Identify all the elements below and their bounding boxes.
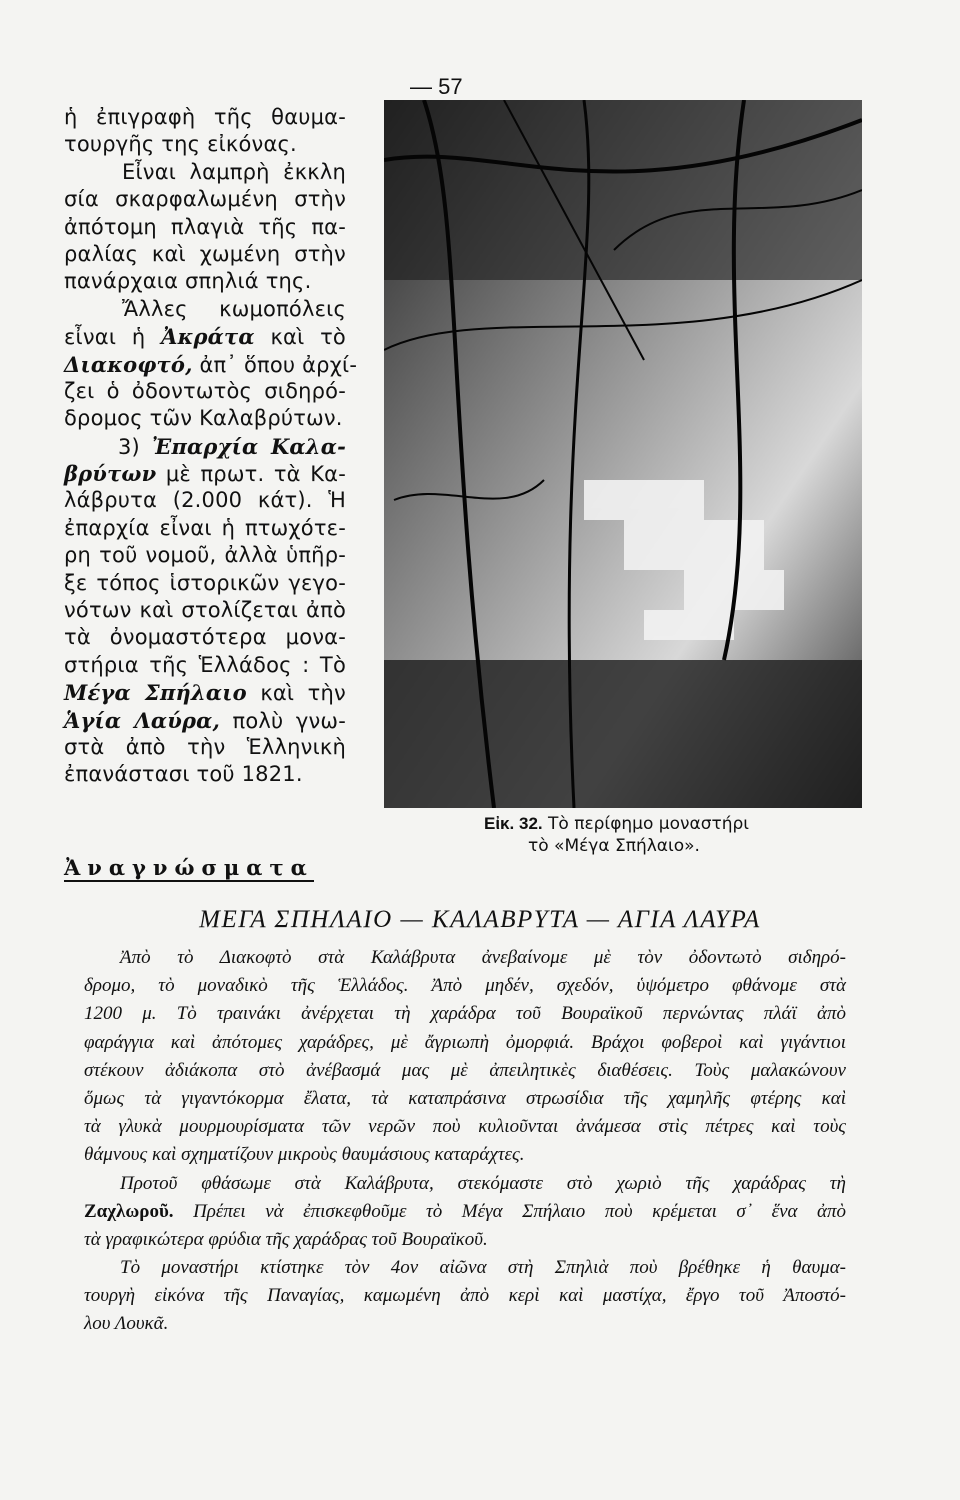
text-line: δρομο, τὸ μοναδικὸ τῆς Ἑλλάδος. Ἀπὸ μηδέν, σχεδόν, ὑψόμετρο φθάνομε στὰ	[84, 975, 846, 997]
text-line	[64, 351, 358, 378]
text-span: καὶ τὸ	[270, 325, 346, 350]
emphasis-zachlorou: Ζαχλωροῦ.	[84, 1200, 174, 1222]
text-line: ἐπανάστασι τοῦ 1821.	[64, 762, 303, 787]
text-line: ἡ ἐπιγραφὴ τῆς θαυμα-	[64, 105, 346, 129]
text-line: στὰ ἀπὸ τὴν Ἑλληνικὴ	[64, 734, 346, 759]
text-line: στέκουν ἀδιάκοπα στὸ ἀνέβασμά μας μὲ ἀπειλητικὲς διαθέσεις. Τοὺς μαλακώνουν	[84, 1059, 846, 1081]
text-span: Πρέπει νὰ ἐπισκεφθοῦμε τὸ Μέγα Σπήλαιο ποὺ κρέμεται σ᾽ ἕνα ἀπὸ	[193, 1200, 847, 1222]
text-span: καὶ τὴν	[260, 681, 346, 706]
text-span: μὲ πρωτ. τὰ Κα-	[165, 462, 346, 487]
text-line: λου Λουκᾶ.	[84, 1313, 169, 1335]
emphasis-kalavryton: βρύτων	[64, 461, 157, 487]
text-line: φαράγγια καὶ ἀπότομες χαράδρες, μὲ ἄγριωπὴ ὀμορφιά. Βράχοι φοβεροὶ καὶ γιγάντιοι	[84, 1031, 846, 1053]
text-line: τὰ γλυκὰ μουρμουρίσματα τῶν νερῶν ποὺ κυλιοῦνται ἀνάμεσα στὶς πέτρες καὶ τοὺς	[84, 1116, 846, 1138]
reading-title: ΜΕΓΑ ΣΠΗΛΑΙΟ — ΚΑΛΑΒΡΥΤΑ — ΑΓΙΑ ΛΑΥΡΑ	[199, 906, 761, 933]
text-span: πολὺ γνω-	[232, 708, 346, 733]
text-line	[64, 707, 346, 734]
section-heading: Ἀναγνώσματα	[64, 855, 314, 880]
emphasis-eparchia: Ἐπαρχία Καλα-	[152, 433, 346, 459]
text-line	[64, 433, 346, 460]
text-line	[84, 1198, 846, 1226]
emphasis-akrata: Ἀκράτα	[161, 324, 255, 350]
emphasis-mega-spilaio: Μέγα Σπήλαιο	[64, 680, 247, 706]
page-number: — 57	[410, 74, 463, 99]
text-line: Ἀπὸ τὸ Διακοφτὸ στὰ Καλάβρυτα ἀνεβαίνομε μὲ τὸν ὀδοντωτὸ σιδηρό-	[120, 947, 846, 968]
text-line: ζει ὁ ὀδοντωτὸς σιδηρό-	[64, 378, 346, 403]
text-line: ξε τόπος ἱστορικῶν γεγο-	[64, 570, 346, 595]
text-line: τουργῆς της εἰκόνας.	[64, 132, 297, 157]
caption-line	[484, 813, 749, 835]
text-line	[64, 679, 346, 706]
text-line: ἀπότομη πλαγιὰ τῆς πα-	[64, 214, 346, 239]
text-line: ρη τοῦ νομοῦ, ἀλλὰ ὑπῆρ-	[64, 543, 346, 568]
text-span: 3)	[118, 434, 140, 459]
text-line: Εἶναι λαμπρὴ ἐκκλη	[122, 159, 346, 184]
photo-illustration	[384, 100, 862, 808]
text-line: πανάρχαια σπηλιά της.	[64, 269, 312, 294]
text-line: τὰ γραφικώτερα φρύδια τῆς χαράδρας τοῦ Βουραϊκοῦ.	[84, 1228, 488, 1250]
text-line: Προτοῦ φθάσωμε στὰ Καλάβρυτα, στεκόμαστε στὸ χωριὸ τῆς χαράδρας τὴ	[120, 1172, 846, 1194]
text-line: ραλίας καὶ χωμένη στὴν	[64, 241, 346, 266]
text-line: Τὸ μοναστήρι κτίστηκε τὸν 4ον αἰῶνα στὴ Σπηλιὰ ποὺ βρέθηκε ἡ θαυμα-	[120, 1257, 846, 1279]
text-line	[64, 460, 346, 487]
text-line: τὰ ὀνομαστότερα μονα-	[64, 625, 346, 650]
text-line: τουργὴ εἰκόνα τῆς Παναγίας, καμωμένη ἀπὸ κερὶ καὶ μαστίχα, ἔργο τοῦ Ἀποστό-	[84, 1285, 846, 1307]
reading-text	[84, 944, 846, 1339]
caption-line: τὸ «Μέγα Σπήλαιο».	[528, 836, 700, 856]
left-column-text	[64, 104, 358, 789]
emphasis-agia-lavra: Ἁγία Λαύρα,	[64, 707, 221, 733]
text-line: δρομος τῶν Καλαβρύτων.	[64, 406, 343, 431]
text-line: σία σκαρφαλωμένη στὴν	[64, 187, 346, 212]
emphasis-diakopto: Διακοφτό,	[64, 351, 193, 377]
text-line	[64, 323, 346, 350]
caption-text: Τὸ περίφημο μοναστήρι	[548, 814, 750, 834]
text-line: 1200 μ. Τὸ τραινάκι ἀνέρχεται τὴ χαράδρα τοῦ Βουραϊκοῦ περνώντας πλάϊ ἀπὸ	[84, 1003, 846, 1025]
text-line: λάβρυτα (2.000 κάτ). Ἡ	[64, 488, 346, 513]
text-span: εἶναι ἡ	[64, 325, 146, 350]
text-line: στήρια τῆς Ἑλλάδος : Τὸ	[64, 652, 346, 677]
text-line: ὅμως τὰ γιγαντόκορμα ἔλατα, τὰ καταπράσινα στρωσίδια τῆς χαμηλῆς φτέρης καὶ	[84, 1087, 846, 1109]
text-line: Ἄλλες κωμοπόλεις	[122, 296, 346, 321]
figure-label: Εἰκ. 32.	[484, 814, 543, 833]
figure-caption	[484, 813, 749, 857]
text-line: θάμνους καὶ σχηματίζουν μικροὺς θαυμάσιους καταράχτες.	[84, 1144, 525, 1166]
text-line: ἐπαρχία εἶναι ἡ πτωχότε-	[64, 515, 346, 540]
monastery-photo	[384, 100, 862, 808]
text-line: νότων καὶ στολίζεται ἀπὸ	[64, 598, 346, 623]
text-span: ἀπ᾽ ὅπου ἀρχί-	[199, 352, 358, 377]
